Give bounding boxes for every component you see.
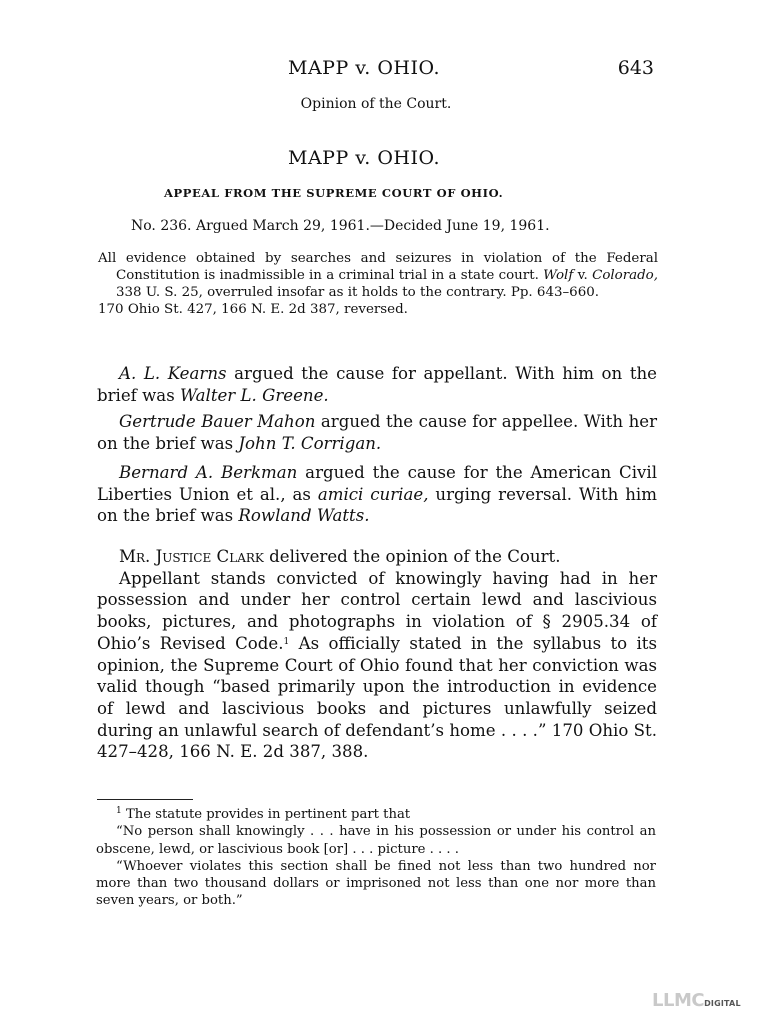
page-number: 643 (617, 57, 654, 79)
docket-line: No. 236. Argued March 29, 1961.—Decided June 19, 1961. (131, 218, 550, 234)
syllabus (98, 250, 658, 318)
counsel-name: Gertrude Bauer Mahon (119, 412, 316, 431)
opinion-delivered-line (97, 546, 657, 568)
delivered-text: delivered the opinion of the Court. (269, 547, 561, 566)
llmc-watermark (652, 990, 741, 1010)
counsel-text-pre: argued the cause for the American Civil Liberties Union et al., as (97, 463, 657, 504)
footnote-marker: 1 (116, 806, 122, 816)
running-head (0, 57, 768, 81)
opinion-body (97, 546, 657, 763)
footnote-quote: “Whoever violates this section shall be fined not less than two hundred nor more than two thousand dollars or imprisoned not less than one nor more than seven years, or both.” (96, 858, 656, 909)
justice-name: Clark (216, 547, 264, 566)
holding-pre: All evidence obtained by searches and seizures in violation of the Federal Constitution is inadmissible in a criminal trial in a state court. (98, 251, 658, 283)
counsel-name: Bernard A. Berkman (119, 463, 298, 482)
paragraph-text-post: As officially stated in the syllabus to its opinion, the Supreme Court of Ohio found that her conviction was valid though “based primarily upon the introduction in evidence of lewd and lascivious books and pictures unlawfully seized during an unlawful search of defendant’s home . . . .” 170 Ohio St. 427–428, 166 N. E. 2d 387, 388. (97, 633, 657, 762)
opinion-label-text: Opinion of the Court. (300, 96, 452, 112)
running-head-title: MAPP v. OHIO. (288, 57, 440, 79)
counsel-text: argued the cause for appellant. With him on the brief was (97, 364, 658, 405)
footnote-intro-text: The statute provides in pertinent part that (125, 807, 411, 822)
paragraph-text-pre: Appellant stands convicted of knowingly having had in her possession and under her control certain lewd and lascivious books, pictures, and photographs in violation of § 2905.34 of Ohio’s Revised Code. (97, 568, 657, 653)
watermark-brand: LLMC (652, 990, 705, 1011)
holding-post: 338 U. S. 25, overruled insofar as it holds to the contrary. Pp. 643–660. (116, 285, 599, 300)
counsel-paragraph-appellee (97, 411, 657, 454)
opinion-paragraph (97, 568, 657, 763)
holding-v: v. (577, 268, 588, 283)
appeal-line: APPEAL FROM THE SUPREME COURT OF OHIO. (164, 186, 504, 200)
syllabus-holding (98, 250, 658, 301)
counsel-text: argued the cause for appellee. With her on the brief was (97, 412, 658, 453)
co-counsel-name: John T. Corrigan. (238, 433, 382, 453)
amici-curiae: amici curiae, (317, 484, 429, 504)
footnote-divider (97, 799, 193, 800)
case-title: MAPP v. OHIO. (288, 147, 440, 169)
footnote-reference[interactable]: 1 (283, 636, 290, 647)
syllabus-reversed: 170 Ohio St. 427, 166 N. E. 2d 387, reversed. (98, 302, 408, 317)
co-counsel-name: Walter L. Greene. (180, 385, 329, 405)
justice-prefix: Mr. Justice (119, 547, 212, 566)
footnote-intro (96, 806, 656, 823)
footnotes (96, 806, 656, 910)
opinion-label (0, 96, 768, 112)
counsel-name: A. L. Kearns (119, 364, 227, 383)
holding-case2: Colorado, (592, 268, 659, 283)
footnote-quote: “No person shall knowingly . . . have in his possession or under his control an obscene, lewd, or lascivious book [or] . . . picture . . . . (96, 824, 656, 857)
counsel-paragraph-amici (97, 462, 657, 527)
counsel-paragraph-appellant (97, 363, 657, 406)
watermark-suffix: DIGITAL (704, 999, 741, 1008)
holding-case: Wolf (543, 268, 574, 283)
co-counsel-name: Rowland Watts. (238, 506, 370, 525)
counsel-text-post: urging reversal. With him on the brief was (97, 484, 657, 525)
